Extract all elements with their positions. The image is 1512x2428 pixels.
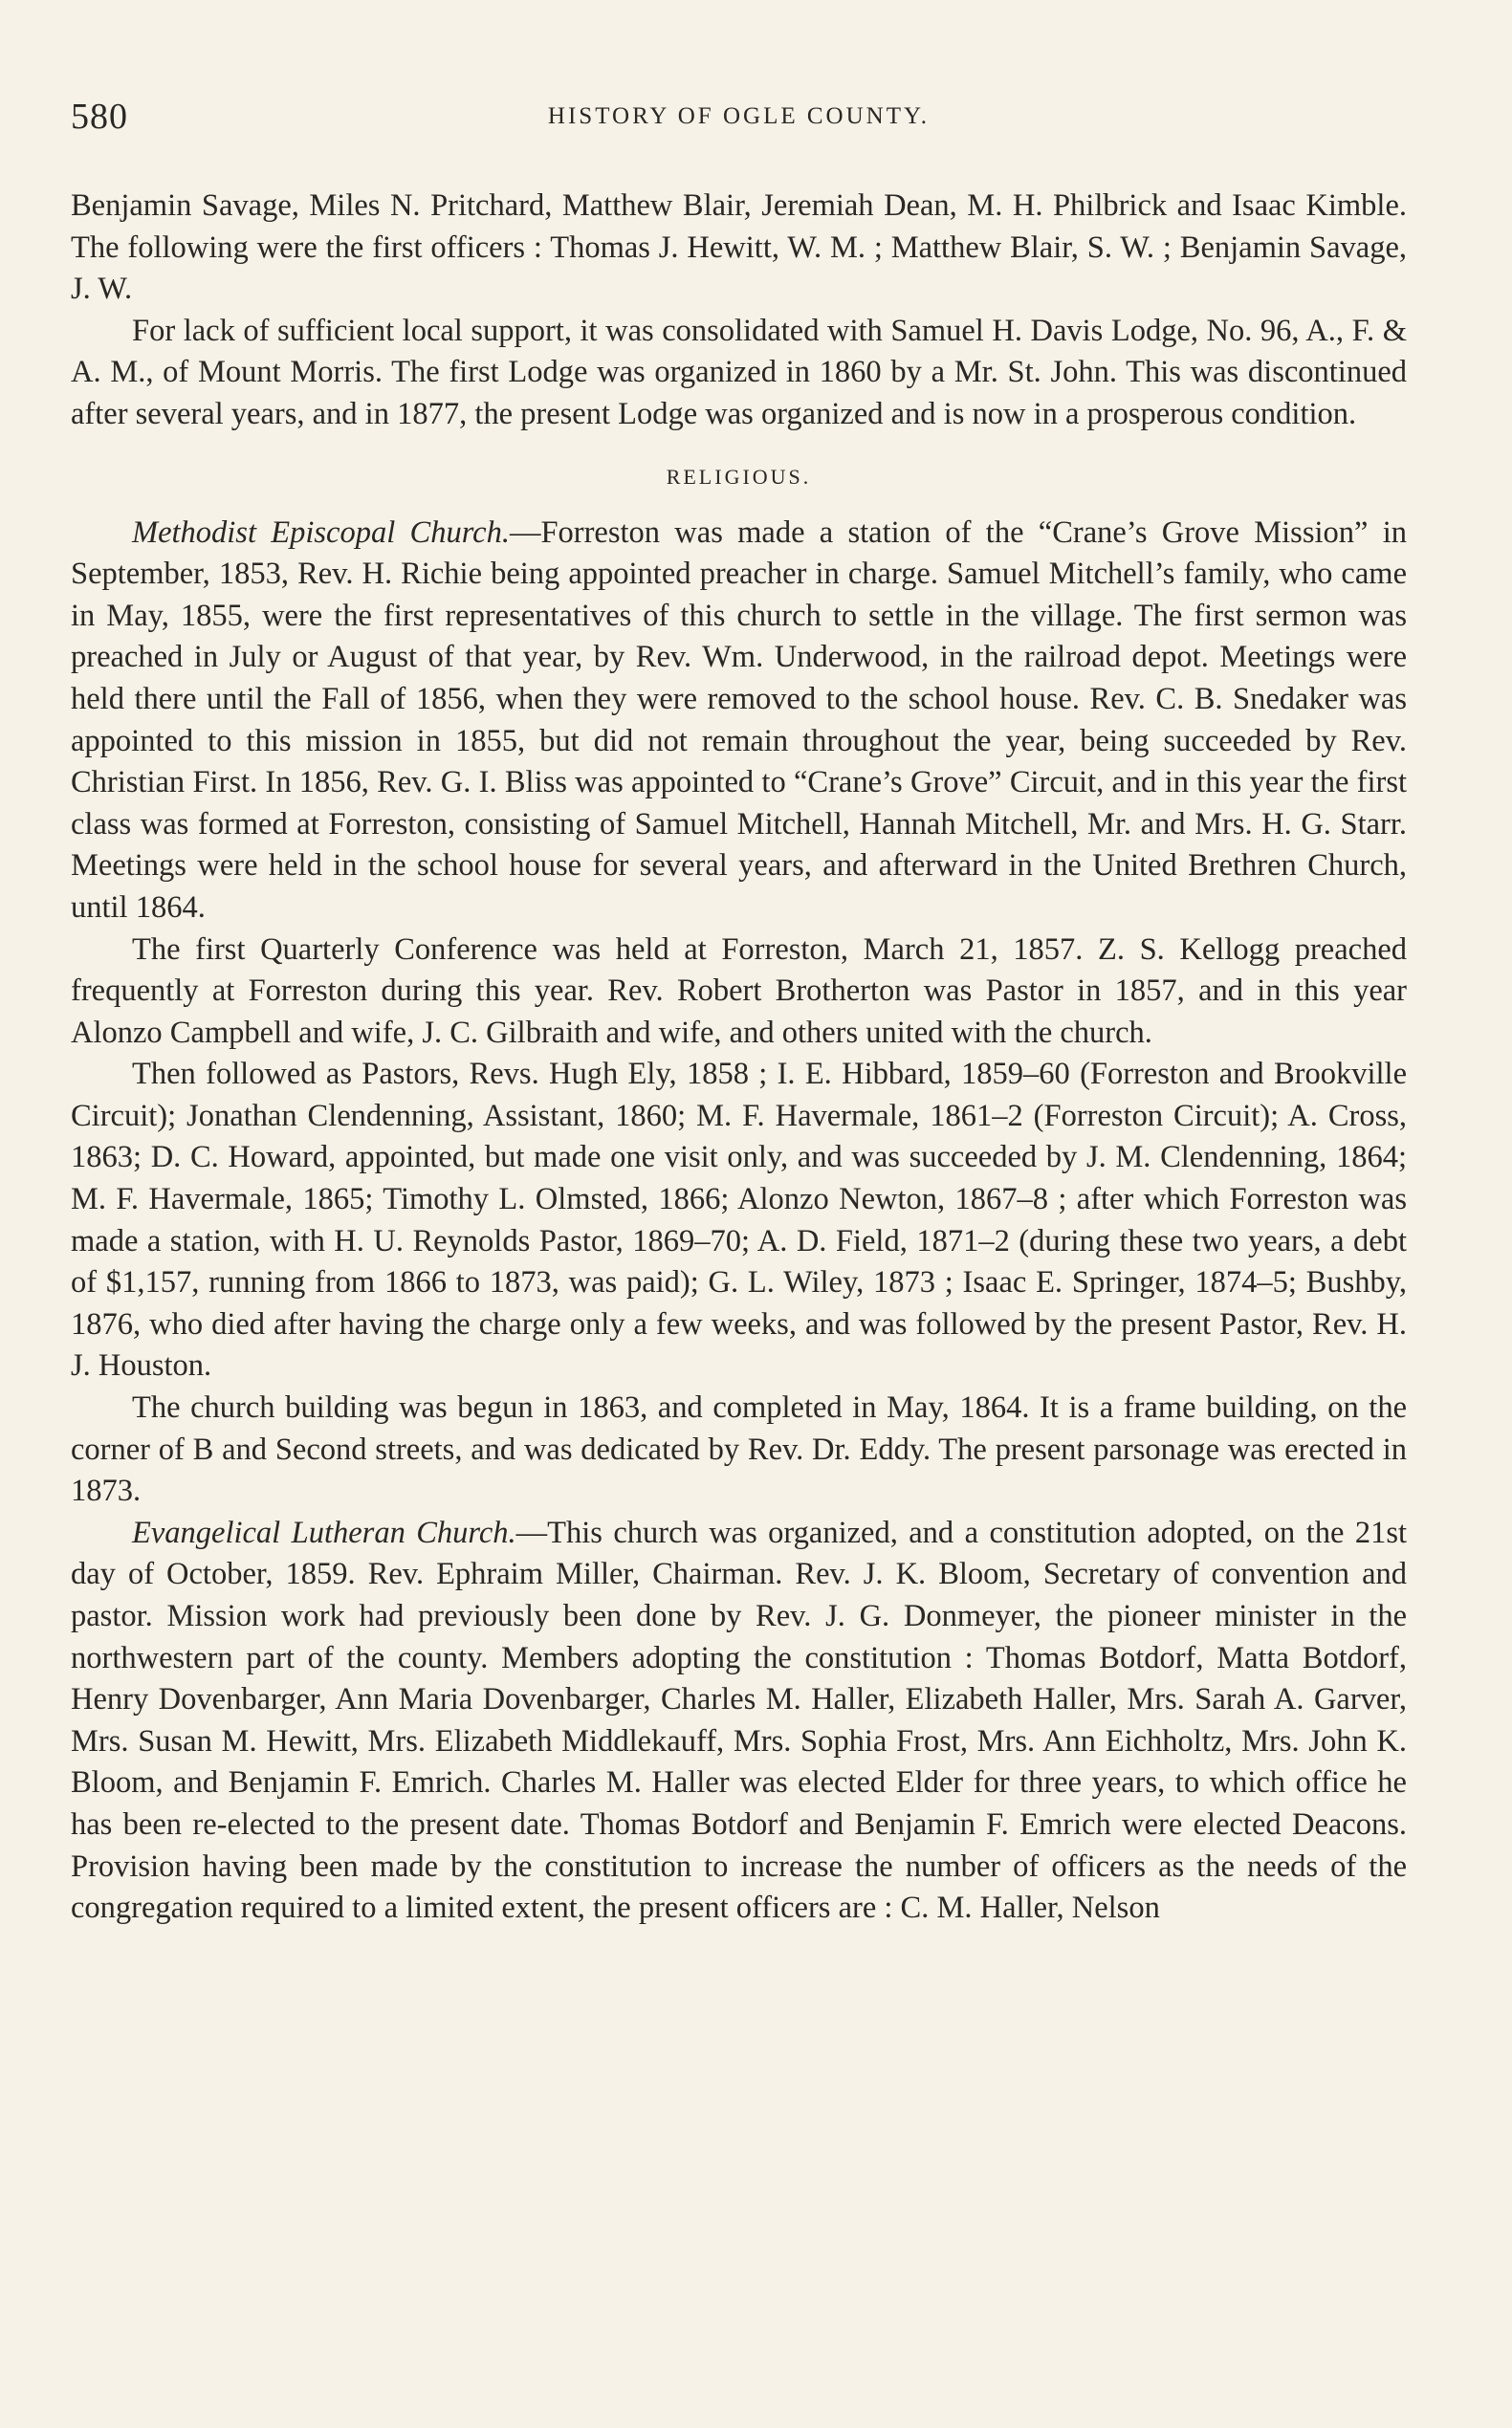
running-head [71,96,1407,153]
lutheran-church-heading: Evangelical Lutheran Church. [132,1515,516,1550]
paragraph-church-building: The church building was begun in 1863, and completed in May, 1864. It is a frame building, on the corner of B and Second streets, and was dedicated by Rev. Dr. Eddy. The present parsonage was erected in 1873. [71,1390,1407,1509]
methodist-dash: — [509,514,541,550]
paragraph-lodge-history: For lack of sufficient local support, it was consolidated with Samuel H. Davis Lodge, No. 96, A., F. & A. M., of Mount Morris. The first Lodge was organized in 1860 by a Mr. St. John. This was discontinued after several years, and in 1877, the present Lodge was organized and is now in a prosperous condition. [71,313,1407,431]
paragraph-lodge-members: Benjamin Savage, Miles N. Pritchard, Matthew Blair, Jeremiah Dean, M. H. Philbrick and Isaac Kimble. The following were the first officers : Thomas J. Hewitt, W. M. ; Matthew Blair, S. W. ; Benjamin Savage, J. W. [71,188,1407,307]
paragraph-lutheran [71,1513,1407,1930]
page-number: 580 [71,97,128,137]
methodist-church-heading: Methodist Episcopal Church. [132,514,510,550]
lutheran-text: This church was organized, and a constitution adopted, on the 21st day of October, 1859. Rev. Ephraim Miller, Chairman. Rev. J. K. Bloom, Secretary of convention and pastor. Mission work had previously been done by Rev. J. G. Donmeyer, the pioneer minister in the northwestern part of the county. Members adopting the constitution : Thomas Botdorf, Matta Botdorf, Henry Dovenbarger, Ann Maria Dovenbarger, Charles M. Haller, Elizabeth Haller, Mrs. Sarah A. Garver, Mrs. Susan M. Hewitt, Mrs. Elizabeth Middlekauff, Mrs. Sophia Frost, Mrs. Ann Eichholtz, Mrs. John K. Bloom, and Benjamin F. Emrich. Charles M. Haller was elected Elder for three years, to which office he has been re-elected to the present date. Thomas Botdorf and Benjamin F. Emrich were elected Deacons. Provision having been made by the constitution to increase the number of officers as the needs of the congregation required to a limited extent, the present officers are : C. M. Haller, Nelson [71,1515,1407,1926]
paragraph-methodist-intro [71,513,1407,930]
body-text [71,186,1407,1930]
running-title: HISTORY OF OGLE COUNTY. [547,103,931,129]
section-heading-religious: RELIGIOUS. [666,464,812,489]
methodist-intro-text: Forreston was made a station of the “Crane’s Grove Mission” in September, 1853, Rev. H. Richie being appointed preacher in charge. Samuel Mitchell’s family, who came in May, 1855, were the first representatives of this church to settle in the village. The first sermon was preached in July or August of that year, by Rev. Wm. Underwood, in the railroad depot. Meetings were held there until the Fall of 1856, when they were removed to the school house. Rev. C. B. Snedaker was appointed to this mission in 1855, but did not remain throughout the year, being succeeded by Rev. Christian First. In 1856, Rev. G. I. Bliss was appointed to “Crane’s Grove” Circuit, and in this year the first class was formed at Forreston, consisting of Samuel Mitchell, Hannah Mitchell, Mr. and Mrs. H. G. Starr. Meetings were held in the school house for several years, and afterward in the United Brethren Church, until 1864. [71,514,1407,925]
lutheran-dash: — [515,1515,548,1550]
paragraph-pastors: Then followed as Pastors, Revs. Hugh Ely, 1858 ; I. E. Hibbard, 1859–60 (Forreston and Brookville Circuit); Jonathan Clendenning, Assistant, 1860; M. F. Havermale, 1861–2 (Forreston Circuit); A. Cross, 1863; D. C. Howard, appointed, but made one visit only, and was succeeded by J. M. Clendenning, 1864; M. F. Havermale, 1865; Timothy L. Olmsted, 1866; Alonzo Newton, 1867–8 ; after which Forreston was made a station, with H. U. Reynolds Pastor, 1869–70; A. D. Field, 1871–2 (during these two years, a debt of $1,157, running from 1866 to 1873, was paid); G. L. Wiley, 1873 ; Isaac E. Springer, 1874–5; Bushby, 1876, who died after having the charge only a few weeks, and was followed by the present Pastor, Rev. H. J. Houston. [71,1057,1407,1384]
paragraph-quarterly-conference: The first Quarterly Conference was held at Forreston, March 21, 1857. Z. S. Kellogg preached frequently at Forreston during this year. Rev. Robert Brotherton was Pastor in 1857, and in this year Alonzo Campbell and wife, J. C. Gilbraith and wife, and others united with the church. [71,931,1407,1050]
